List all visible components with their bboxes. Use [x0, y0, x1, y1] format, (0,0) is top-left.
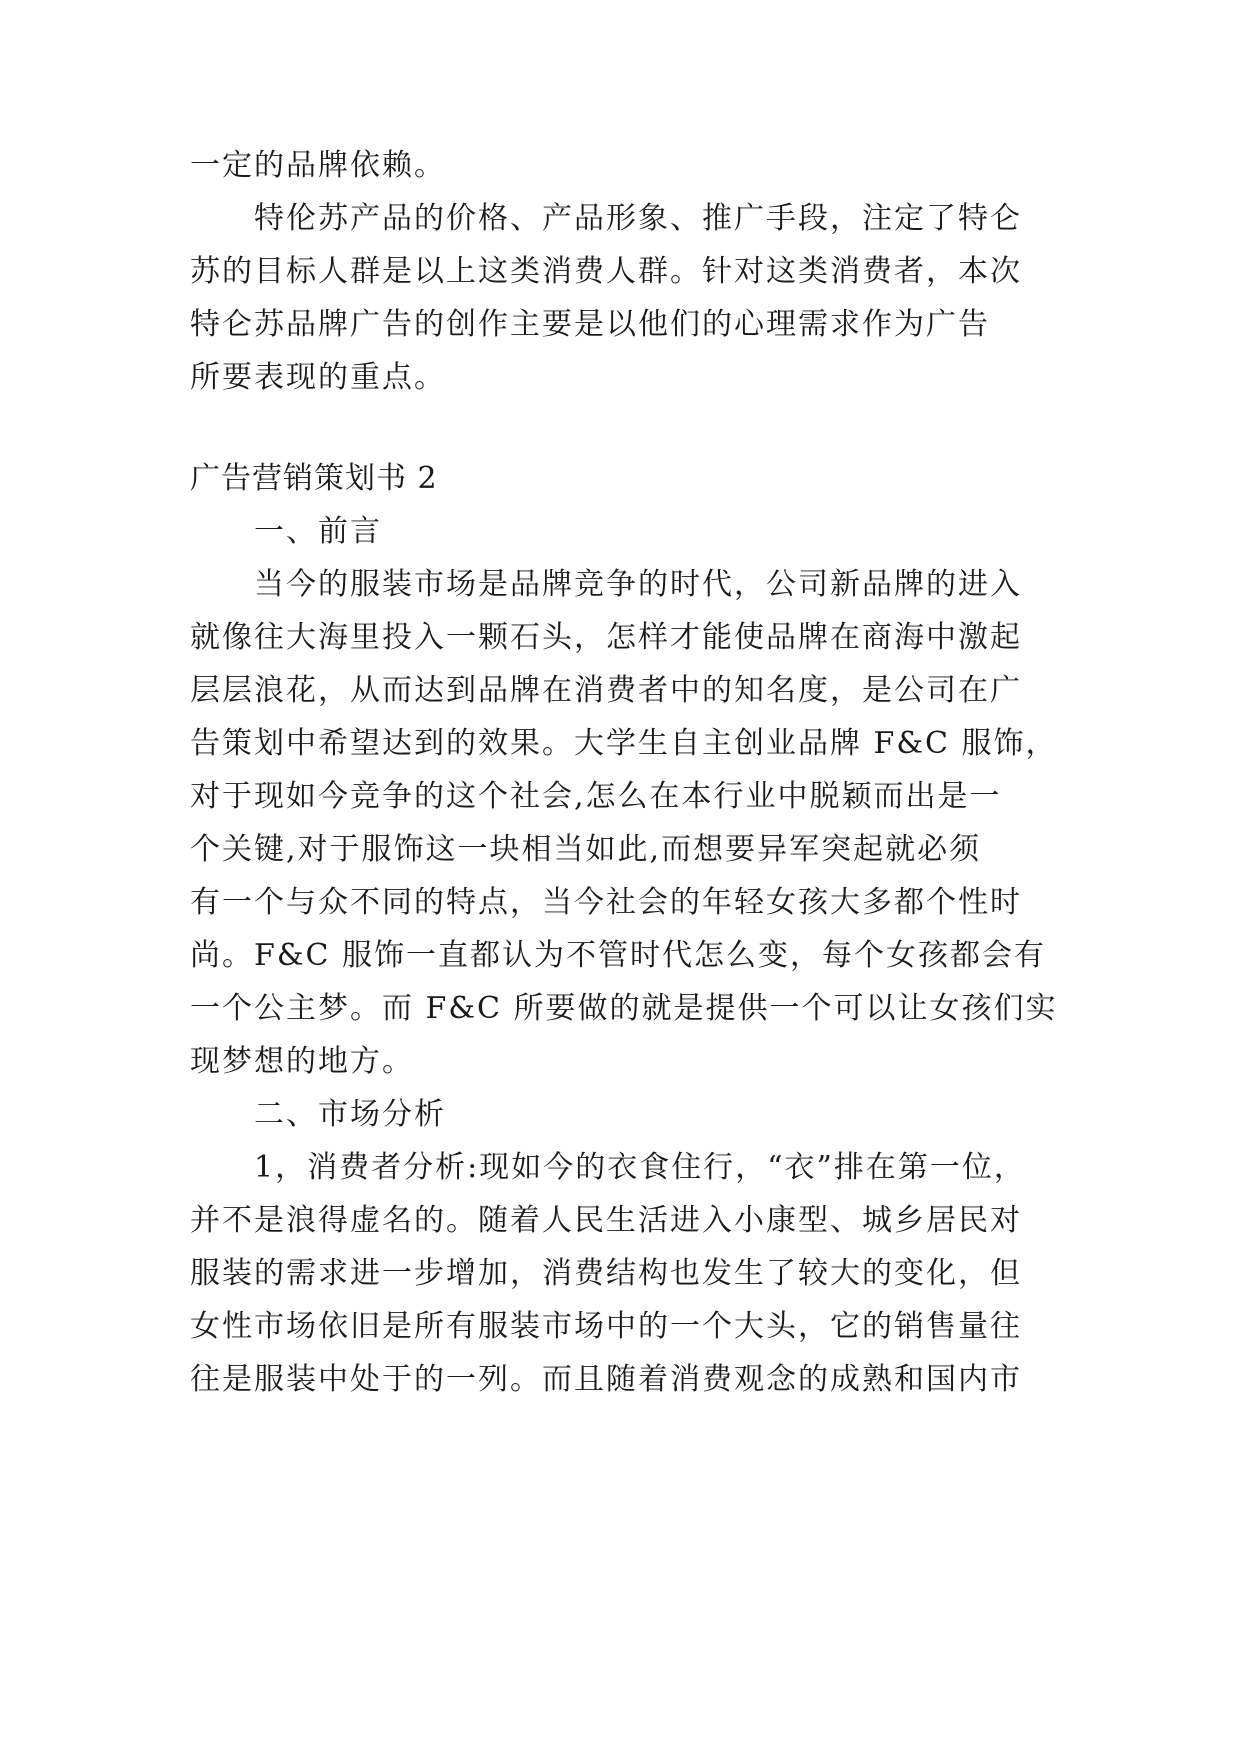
paragraph-line: 层层浪花，从而达到品牌在消费者中的知名度，是公司在广	[190, 673, 1022, 708]
paragraph-line: 一定的品牌依赖。	[190, 148, 446, 183]
paragraph-line: 并不是浪得虚名的。随着人民生活进入小康型、城乡居民对	[190, 1203, 1022, 1238]
section-heading: 二、市场分析	[254, 1097, 446, 1132]
paragraph-line: 服装的需求进一步增加，消费结构也发生了较大的变化，但	[190, 1256, 1022, 1291]
paragraph-line: 就像往大海里投入一颗石头，怎样才能使品牌在商海中激起	[190, 620, 1022, 655]
paragraph-line: 女性市场依旧是所有服装市场中的一个大头，它的销售量往	[190, 1309, 1022, 1344]
paragraph-line: 1，消费者分析:现如今的衣食住行，“衣”排在第一位，	[254, 1150, 1026, 1185]
paragraph-line: 特伦苏产品的价格、产品形象、推广手段，注定了特仑	[254, 201, 1022, 236]
paragraph-line: 往是服装中处于的一列。而且随着消费观念的成熟和国内市	[190, 1362, 1022, 1397]
paragraph-line: 所要表现的重点。	[190, 360, 446, 395]
paragraph-line: 当今的服装市场是品牌竞争的时代，公司新品牌的进入	[254, 567, 1022, 602]
paragraph-line: 有一个与众不同的特点，当今社会的年轻女孩大多都个性时	[190, 885, 1022, 920]
paragraph-line: 现梦想的地方。	[190, 1044, 414, 1079]
paragraph-line: 苏的目标人群是以上这类消费人群。针对这类消费者，本次	[190, 254, 1022, 289]
section-title: 广告营销策划书 2	[190, 461, 438, 496]
paragraph-line: 告策划中希望达到的效果。大学生自主创业品牌 F&C 服饰，	[190, 726, 1058, 761]
paragraph-line: 特仑苏品牌广告的创作主要是以他们的心理需求作为广告	[190, 307, 990, 342]
paragraph-line: 一个公主梦。而 F&C 所要做的就是提供一个可以让女孩们实	[190, 991, 1058, 1026]
paragraph-line: 尚。F&C 服饰一直都认为不管时代怎么变，每个女孩都会有	[190, 938, 1047, 973]
paragraph-line: 个关键,对于服饰这一块相当如此,而想要异军突起就必须	[190, 832, 982, 867]
section-heading: 一、前言	[254, 514, 382, 549]
paragraph-line: 对于现如今竞争的这个社会,怎么在本行业中脱颖而出是一	[190, 779, 1002, 814]
